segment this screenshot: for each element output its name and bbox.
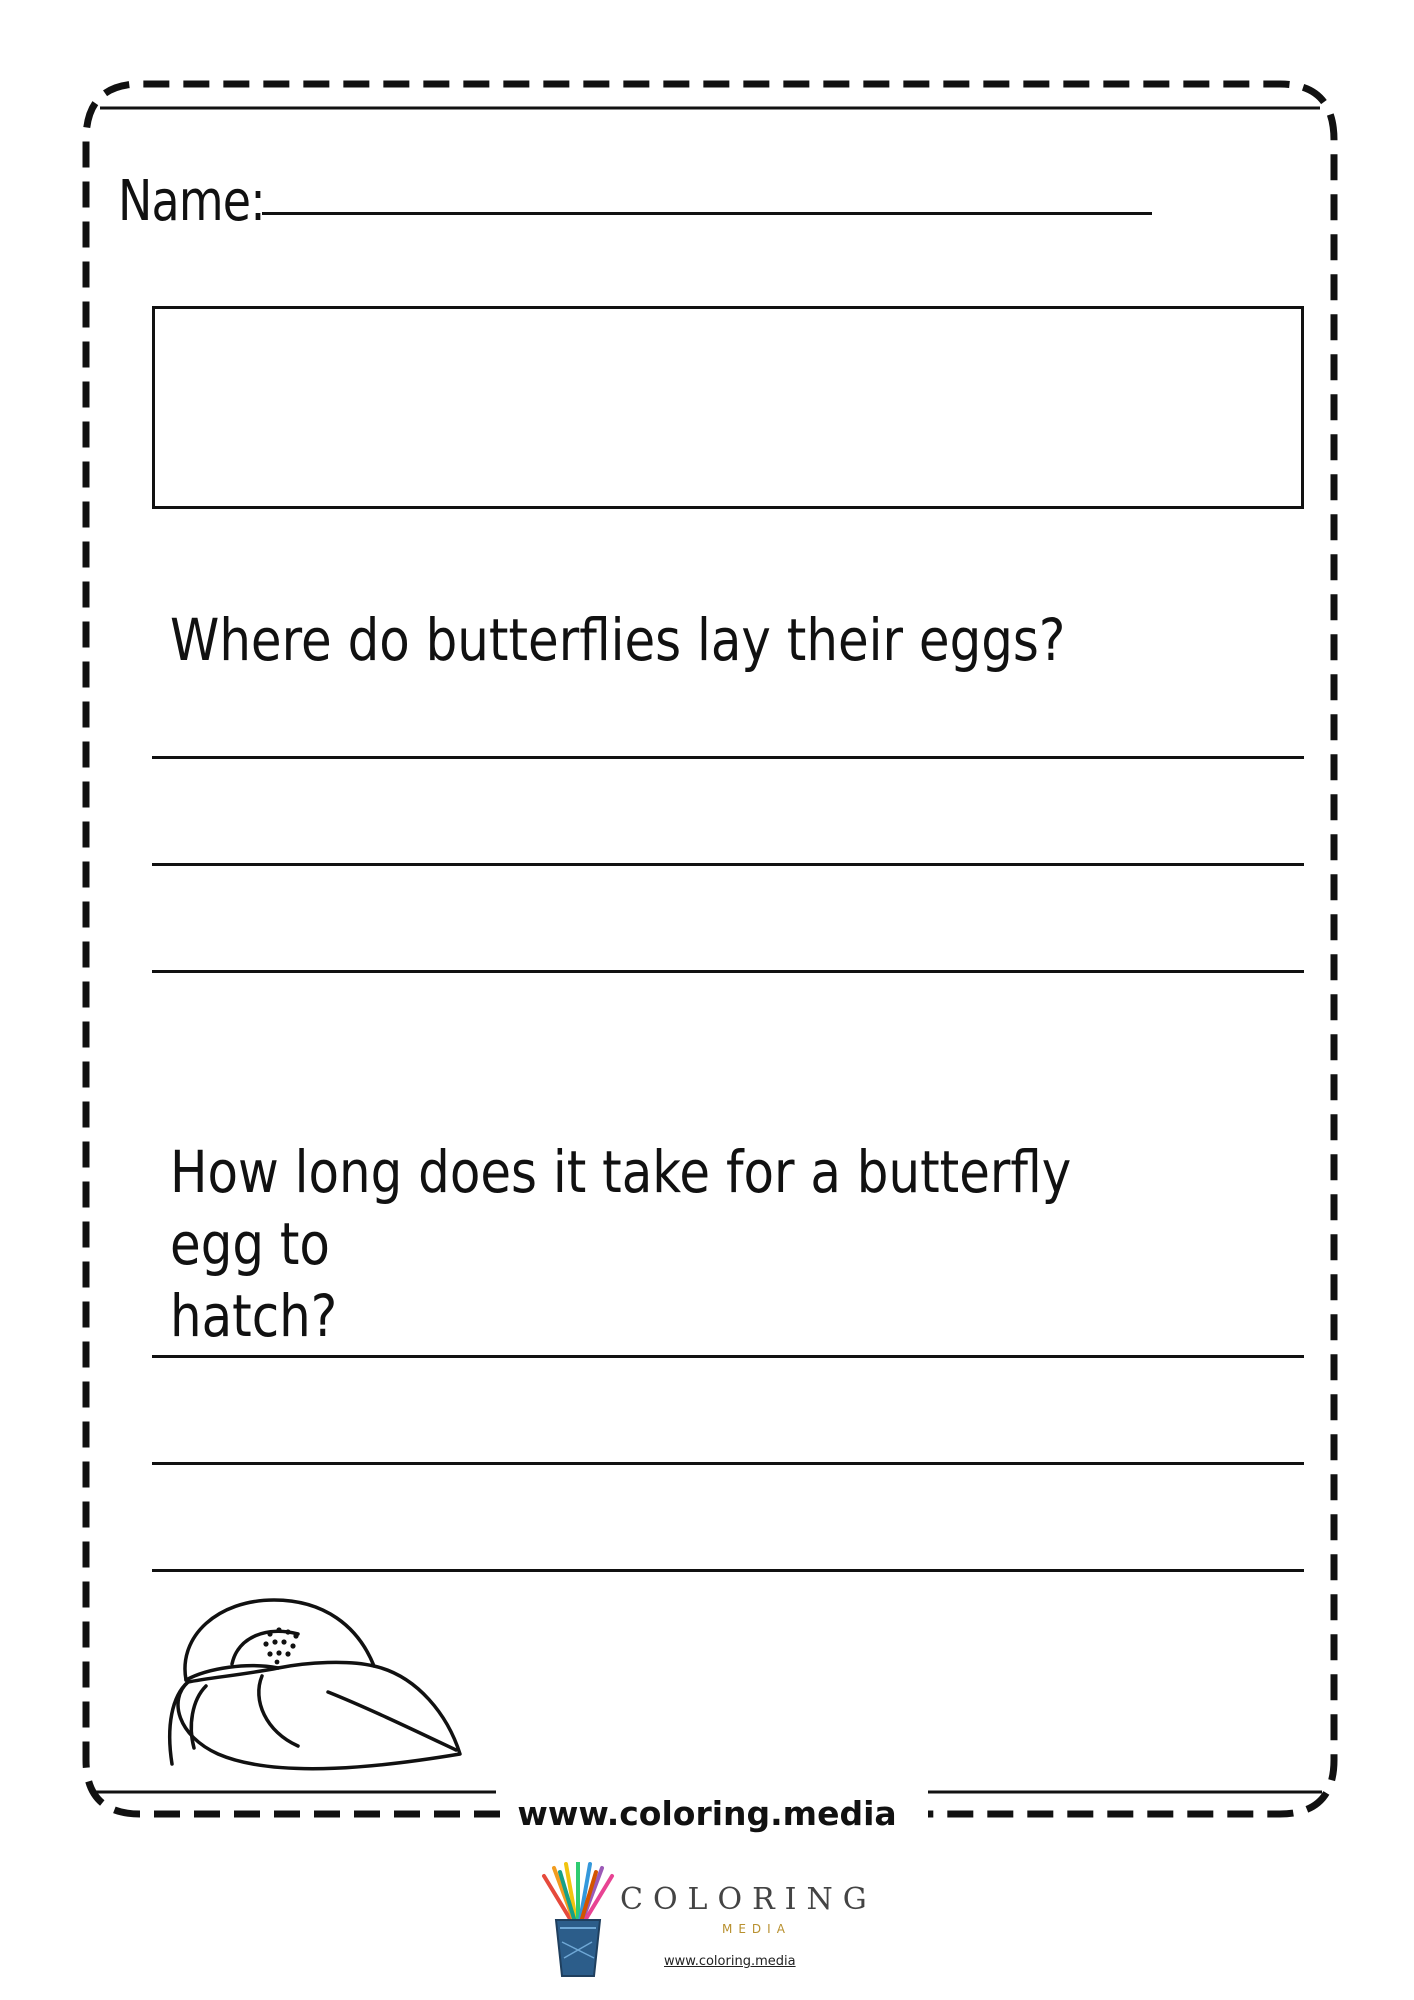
answer-line-2c[interactable] xyxy=(152,1569,1304,1572)
answer-line-1b[interactable] xyxy=(152,863,1304,866)
answer-line-1a[interactable] xyxy=(152,756,1304,759)
pencil-cup-icon xyxy=(538,1862,618,1980)
logo-subtitle: MEDIA xyxy=(722,1922,791,1936)
question-2 xyxy=(170,1136,1159,1352)
logo-wordmark: COLORING xyxy=(620,1882,877,1917)
name-input-line[interactable] xyxy=(262,212,1152,215)
question-1: Where do butterflies lay their eggs? xyxy=(170,606,1066,674)
question-2-text: How long does it take for a butterfly egg to hatch? xyxy=(170,1138,1072,1350)
name-label: Name: xyxy=(118,169,265,234)
drawing-box[interactable] xyxy=(152,306,1304,509)
answer-line-2b[interactable] xyxy=(152,1462,1304,1465)
leaf-with-eggs-icon xyxy=(148,1596,468,1776)
answer-line-1c[interactable] xyxy=(152,970,1304,973)
footer-url[interactable]: www.coloring.media xyxy=(517,1794,897,1833)
logo-url[interactable]: www.coloring.media xyxy=(664,1954,796,1969)
brand-logo[interactable] xyxy=(538,1862,878,1982)
answer-line-2a[interactable] xyxy=(152,1355,1304,1358)
